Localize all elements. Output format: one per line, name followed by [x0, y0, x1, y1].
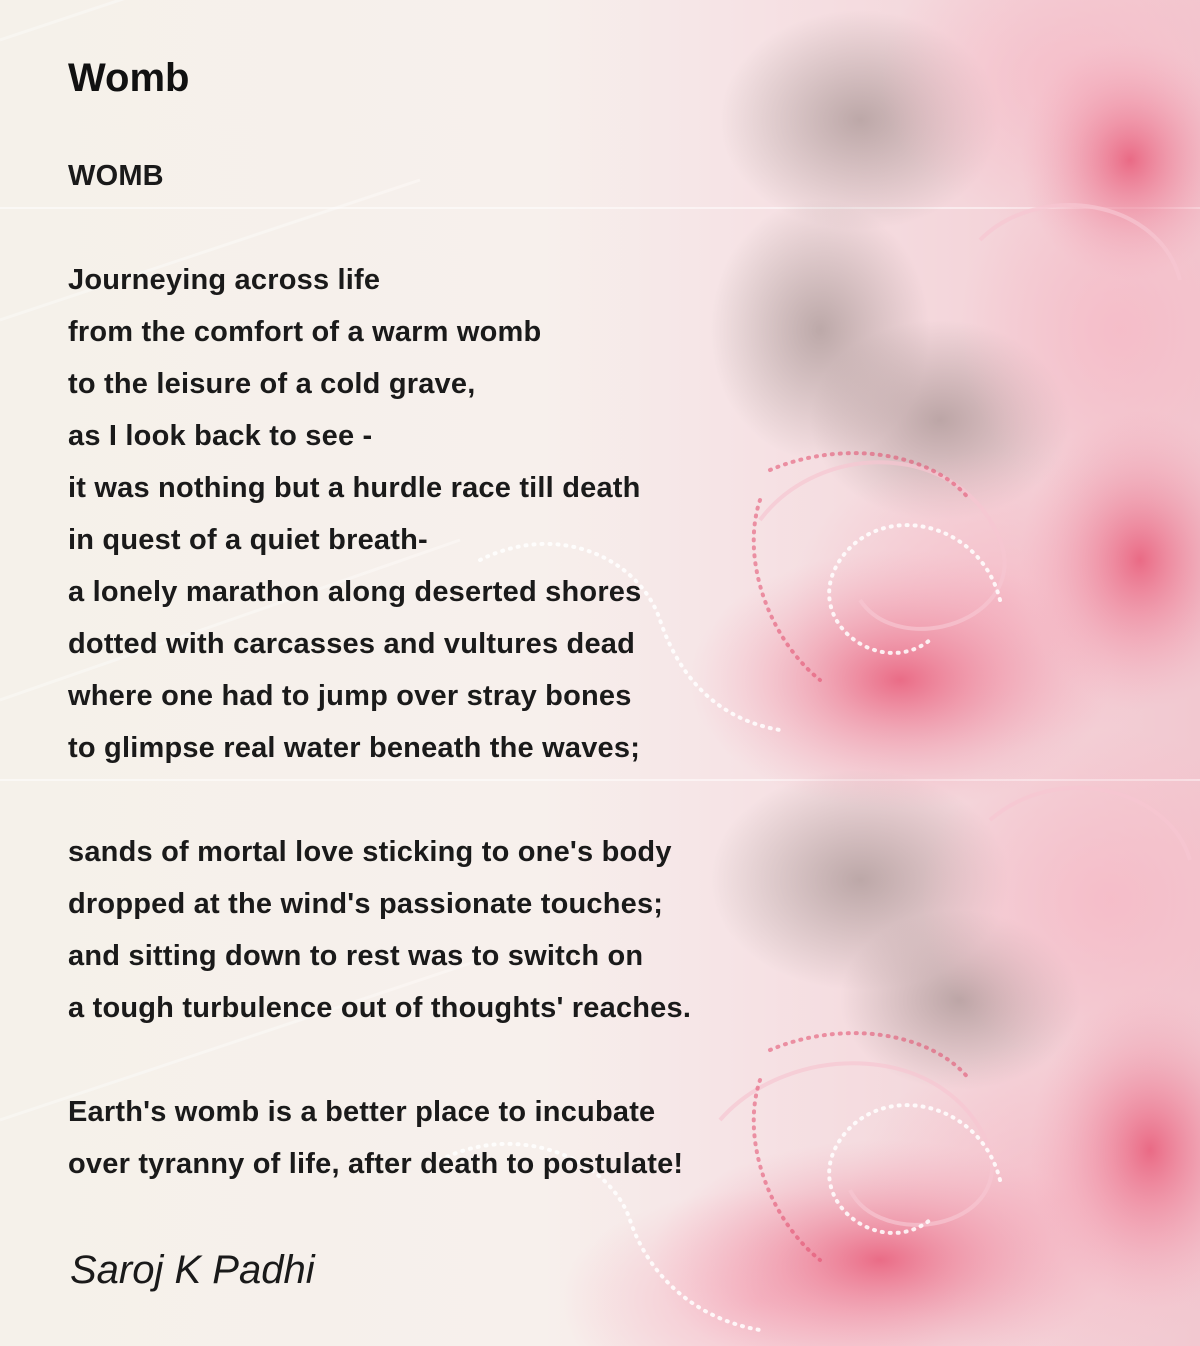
poem-line: where one had to jump over stray bones [68, 680, 632, 712]
stanza-break [68, 202, 691, 254]
poem-line: dotted with carcasses and vultures dead [68, 628, 636, 660]
poem-line: as I look back to see - [68, 420, 373, 452]
poem-line: WOMB [68, 160, 164, 192]
poem-line: to glimpse real water beneath the waves; [68, 732, 641, 764]
poem-line: a lonely marathon along deserted shores [68, 576, 642, 608]
poem-line: it was nothing but a hurdle race till death [68, 472, 641, 504]
poem-line: Earth's womb is a better place to incubate [68, 1096, 656, 1128]
poem-line: Journeying across life [68, 264, 381, 296]
poem-line: in quest of a quiet breath- [68, 524, 428, 556]
poem-line: and sitting down to rest was to switch on [68, 940, 644, 972]
stanza-break [68, 774, 691, 826]
poem-line: sands of mortal love sticking to one's body [68, 836, 672, 868]
poem-body [68, 150, 691, 1190]
poem-author: Saroj K Padhi [70, 1248, 315, 1292]
poem-line: to the leisure of a cold grave, [68, 368, 476, 400]
stanza-break [68, 1034, 691, 1086]
poem-title: Womb [68, 56, 190, 100]
poem-line: dropped at the wind's passionate touches; [68, 888, 664, 920]
poem-line: a tough turbulence out of thoughts' reaches. [68, 992, 692, 1024]
poem-line: over tyranny of life, after death to postulate! [68, 1148, 684, 1180]
poem-line: from the comfort of a warm womb [68, 316, 542, 348]
